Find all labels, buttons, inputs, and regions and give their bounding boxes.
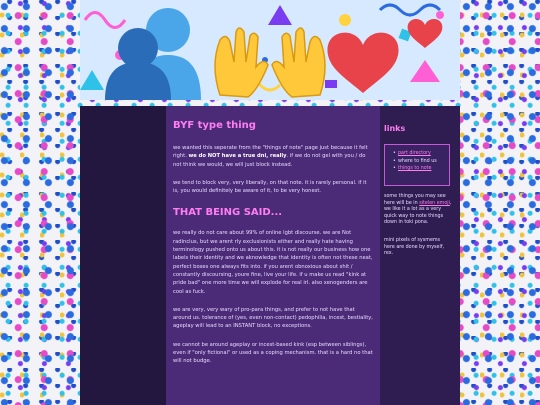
intro-text-start: we wanted this seperate from the "things of note" page just because it felt right. xyxy=(173,145,368,160)
block-policy-paragraph: we tend to block very, very liberally, on that note. it is rarely personal. if it is, you would definitely be aware of it, to be very honest. xyxy=(173,179,367,195)
where-to-find-us-text: where to find us xyxy=(398,158,437,164)
note-text-end: , we like it a lot as a very quick way to note things down in toki pona. xyxy=(384,200,452,226)
intro-text-end: . if we do not gel with you / do not think we would, we will just block instead. xyxy=(173,153,366,168)
ageplay-paragraph: we cannot be around ageplay or incest-based kink (esp between siblings), even if "only fictional" or used as a coping mechanism. that is a hard no that will not budge. xyxy=(173,341,373,365)
links-box xyxy=(384,144,450,186)
things-to-note-link[interactable]: things to note xyxy=(398,166,432,172)
note-text-start: some things you may see here will be in xyxy=(384,194,446,206)
intro-bold-text: we do NOT have a true dni, really xyxy=(188,153,287,160)
intro-paragraph xyxy=(173,144,373,169)
pro-para-paragraph: we are very, very wary of pro-para things, and prefer to not have that around us. tolerance of (yes, even non-contact) pedophilia, incest, bestiality, ageplay will lead to an INSTANT block, no exceptions. xyxy=(173,306,373,330)
header-banner xyxy=(80,0,460,100)
pixels-credit-note: mini pixels of sysmems here are done by myself, rex. xyxy=(384,238,445,257)
main-content xyxy=(166,106,380,405)
sitelen-emoji-link[interactable]: sitelen emoji xyxy=(419,200,450,206)
sitelen-emoji-note xyxy=(384,194,452,227)
page-frame xyxy=(80,106,460,405)
banner-art xyxy=(80,0,460,100)
page-title: BYF type thing xyxy=(173,120,256,131)
sidebar-item-things-to-note xyxy=(393,166,449,173)
sidebar xyxy=(380,106,460,405)
sidebar-heading: links xyxy=(384,124,406,133)
discourse-paragraph: we really do not care about 99% of online lgbt discourse. we are Not radinclus, but we arent rly exclusionists either and really hate having terminology pushed onto us about this. it is not really our business how one labels their identity and we aknowledge that identity is often not these neat, perfect boxes one always fits into. if you arent obnoxious about shit / constantly discoursing, youre fine, live your life. if u make us read "kink at pride bad" one more time we will explode for real irl. also xenogenders are cool as fuck. xyxy=(173,230,373,295)
part-directory-link[interactable]: part directory xyxy=(398,151,431,156)
sidebar-item-where-to-find-us xyxy=(393,159,449,166)
left-spacer-column xyxy=(80,106,166,405)
section-heading: THAT BEING SAID... xyxy=(173,207,283,219)
sidebar-item-part-directory xyxy=(393,151,449,158)
